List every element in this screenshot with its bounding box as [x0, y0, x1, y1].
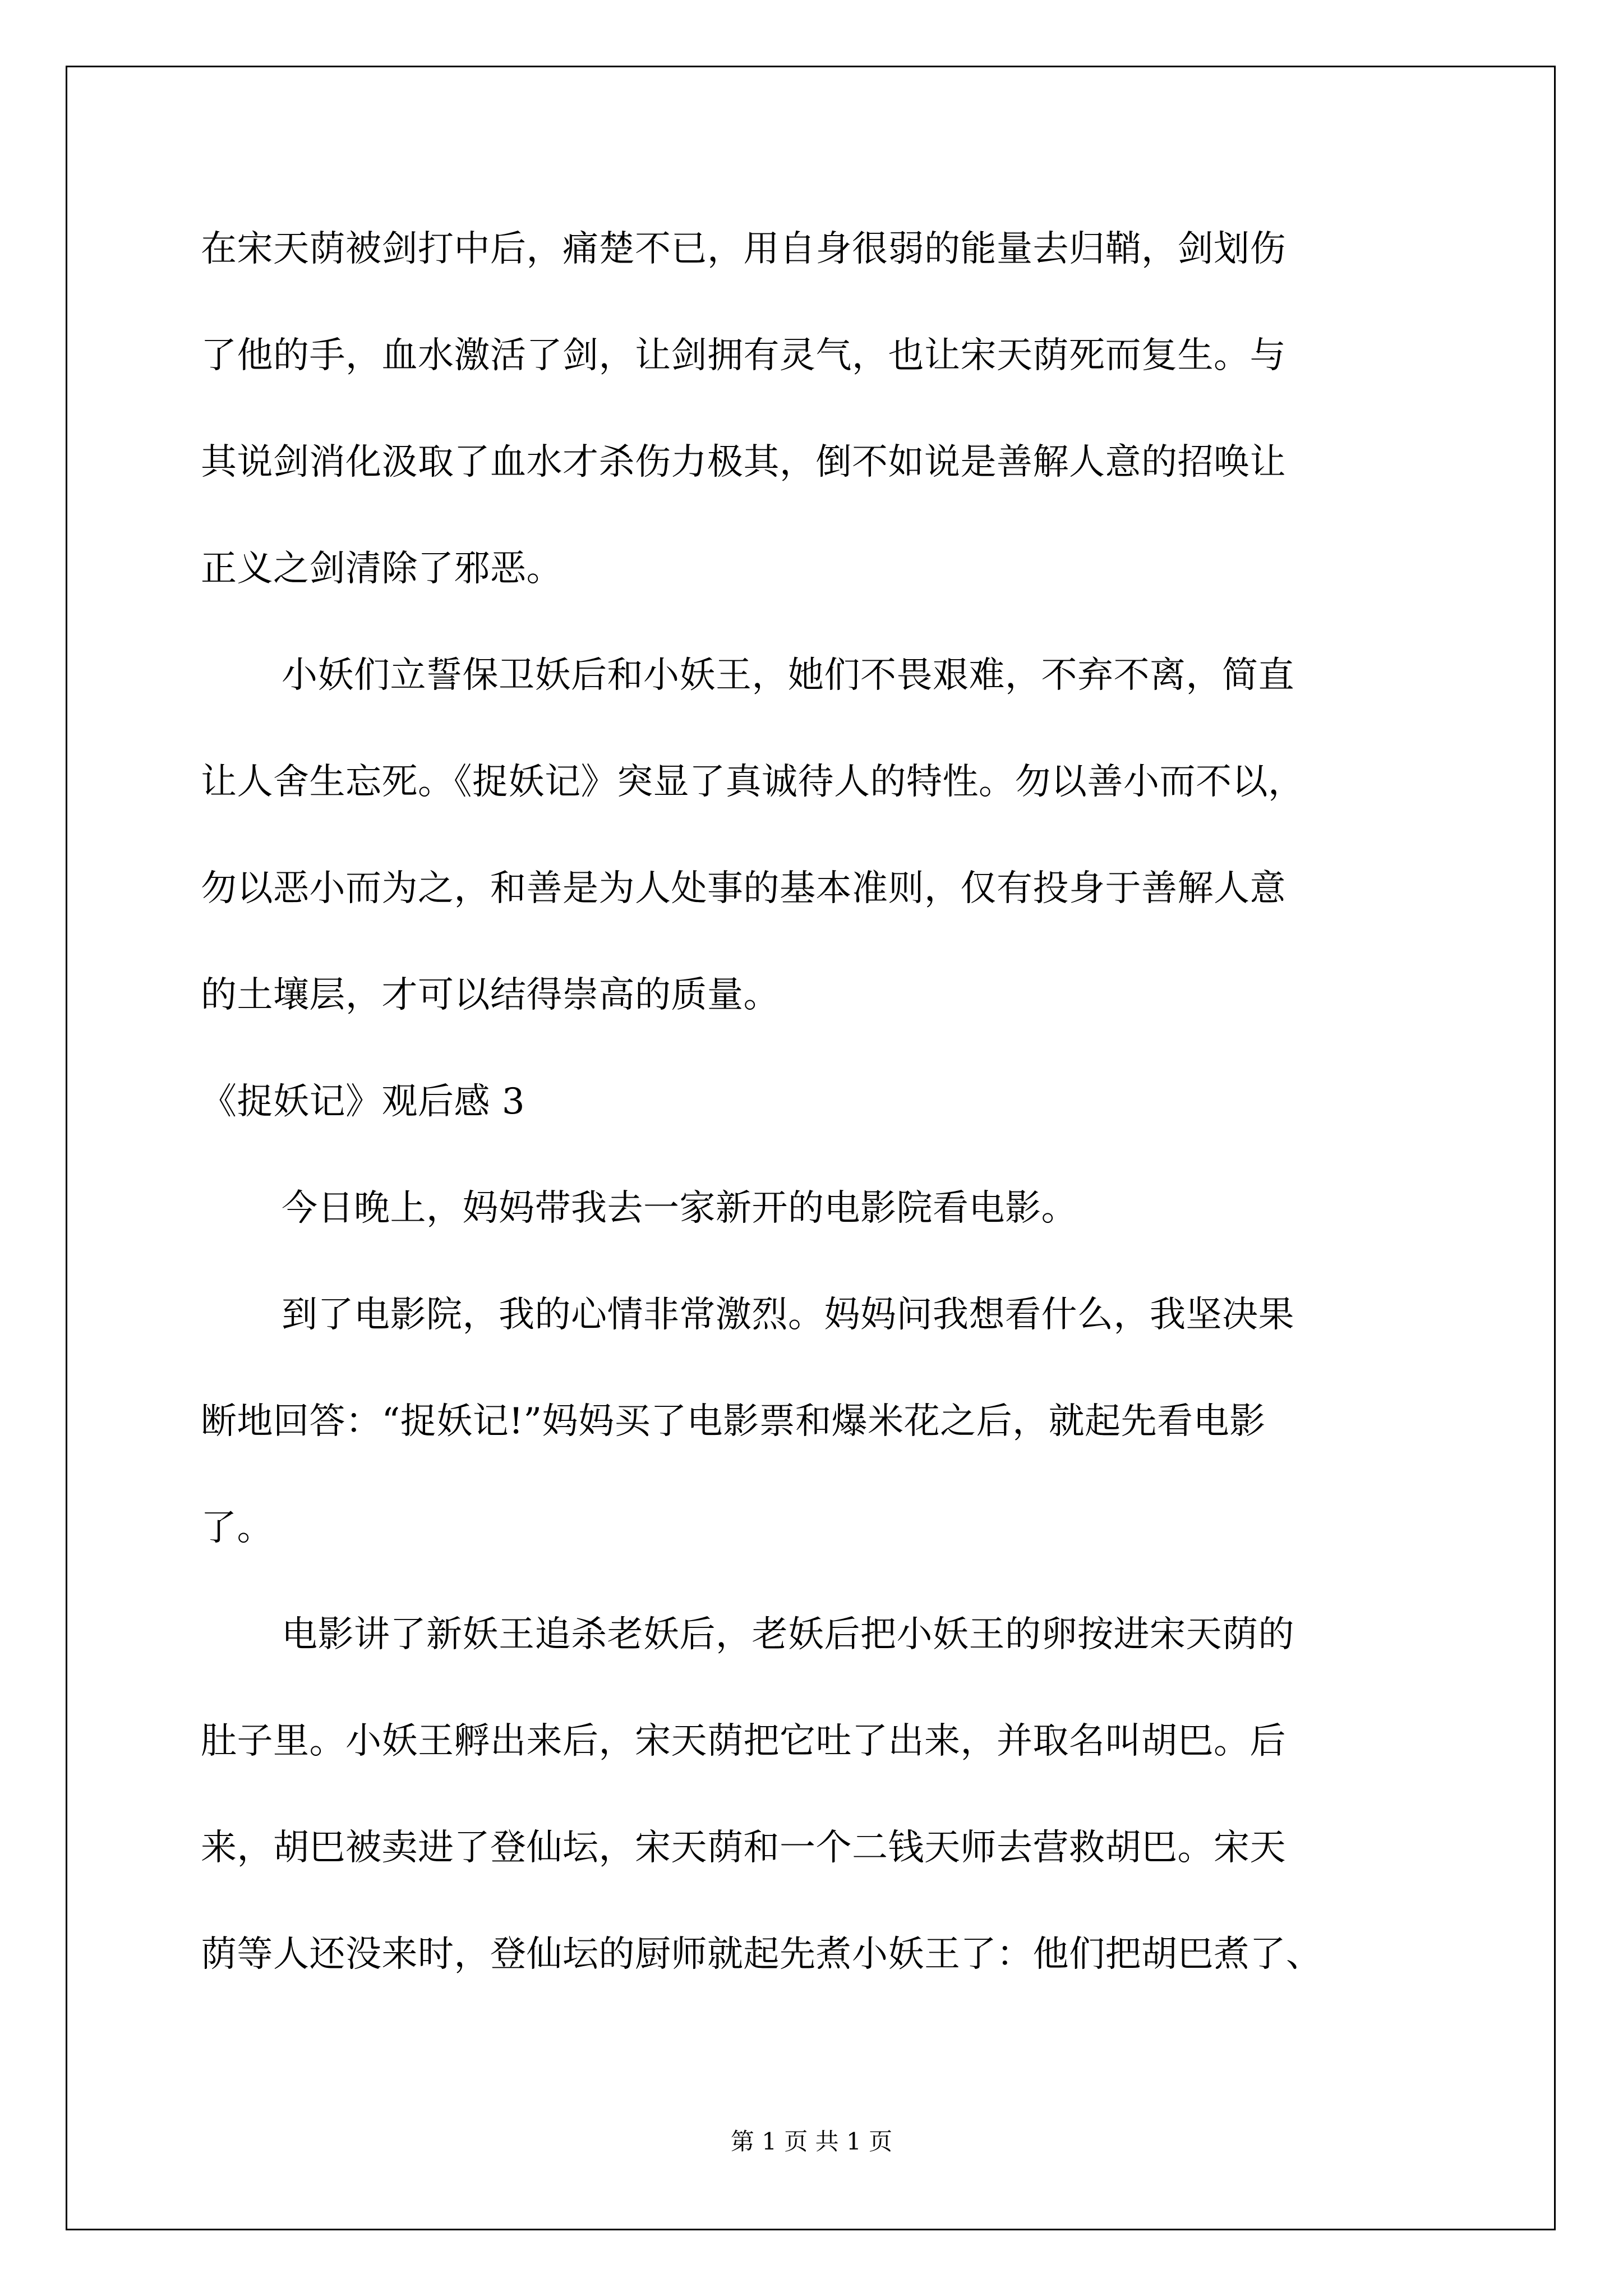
paragraph-line: 来，胡巴被卖进了登仙坛，宋天荫和一个二钱天师去营救胡巴。宋天	[201, 1827, 1286, 1869]
paragraph-line: 让人舍生忘死。《捉妖记》突显了真诚待人的特性。勿以善小而不以，	[201, 761, 1304, 803]
paragraph-line: 肚子里。小妖王孵出来后，宋天荫把它吐了出来，并取名叫胡巴。后	[201, 1720, 1286, 1762]
paragraph-line: 小妖们立誓保卫妖后和小妖王，她们不畏艰难，不弃不离，简直	[282, 655, 1294, 696]
paragraph-line: 断地回答：“捉妖记!”妈妈买了电影票和爆米花之后，就起先看电影	[201, 1401, 1266, 1442]
paragraph-line: 荫等人还没来时，登仙坛的厨师就起先煮小妖王了：他们把胡巴煮了、	[201, 1934, 1322, 1975]
paragraph-line: 了他的手，血水激活了剑，让剑拥有灵气，也让宋天荫死而复生。与	[201, 335, 1286, 376]
paragraph-line: 了。	[201, 1507, 273, 1549]
paragraph-line: 电影讲了新妖王追杀老妖后，老妖后把小妖王的卵按进宋天荫的	[282, 1614, 1294, 1655]
paragraph-line: 到了电影院，我的心情非常激烈。妈妈问我想看什么，我坚决果	[282, 1294, 1294, 1336]
page-number-footer: 第 1 页 共 1 页	[730, 2128, 893, 2155]
paragraph-line: 在宋天荫被剑打中后，痛楚不已，用自身很弱的能量去归鞘，剑划伤	[201, 228, 1286, 270]
paragraph-line: 的土壤层，才可以结得崇高的质量。	[201, 974, 780, 1016]
paragraph-line: 其说剑消化汲取了血水才杀伤力极其，倒不如说是善解人意的招唤让	[201, 441, 1286, 483]
section-heading: 《捉妖记》观后感 3	[201, 1081, 525, 1122]
page-border	[66, 66, 1556, 2230]
paragraph-line: 勿以恶小而为之，和善是为人处事的基本准则，仅有投身于善解人意	[201, 868, 1286, 909]
paragraph-line: 今日晚上，妈妈带我去一家新开的电影院看电影。	[282, 1188, 1077, 1229]
paragraph-line: 正义之剑清除了邪恶。	[201, 548, 562, 590]
